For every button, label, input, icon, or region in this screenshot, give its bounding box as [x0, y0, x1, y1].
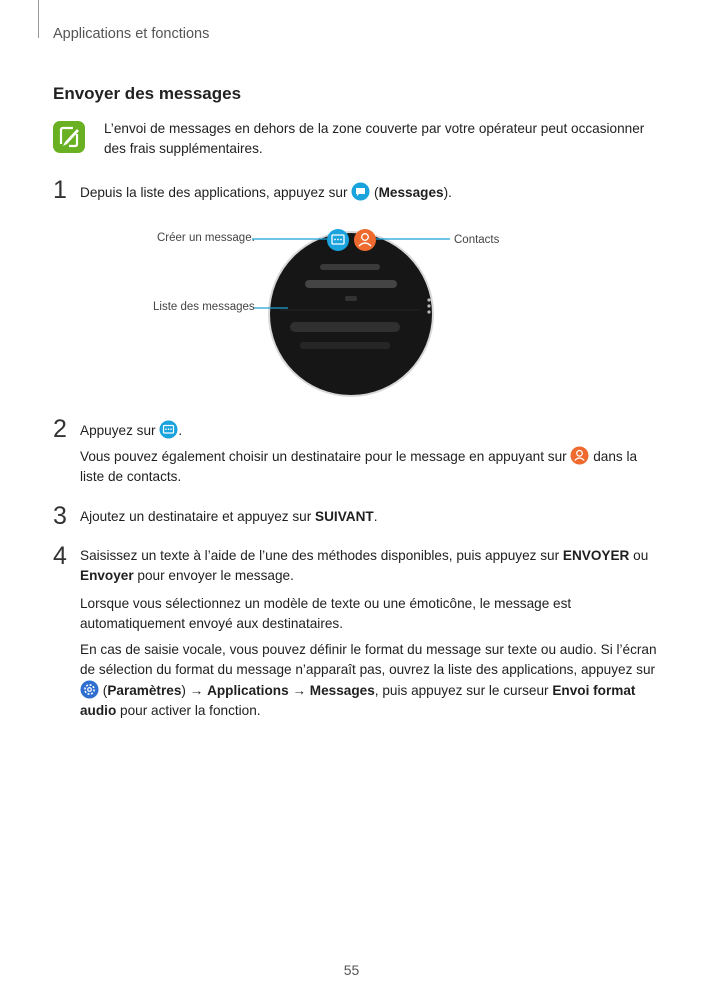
step-number: 4	[53, 542, 67, 570]
step-text-segment: .	[373, 509, 378, 524]
step-text-segment: En cas de saisie vocale, vous pouvez définir le format du message sur texte ou audio. Si l’écran de sélection du format du message n’apparaît pas, ouvrez la liste des applications, appuyez sur	[80, 642, 657, 677]
applications-label: Applications	[207, 683, 289, 698]
step-text-segment: Saisissez un texte à l’aide de l’une des méthodes disponibles, puis appuyez sur	[80, 548, 563, 563]
watch-screen	[270, 233, 432, 395]
step-4-template-note: Lorsque vous sélectionnez un modèle de texte ou une émoticône, le message est automatiquement envoyé aux destinataires.	[80, 596, 572, 631]
step-text-segment: Ajoutez un destinataire et appuyez sur	[80, 509, 316, 524]
step-text-segment: (	[102, 683, 108, 698]
suivant-label: SUIVANT	[315, 509, 374, 524]
step-text-segment: ou	[629, 548, 649, 563]
step-text-segment: pour envoyer le message.	[133, 568, 294, 583]
step-text-segment: Appuyez sur	[80, 423, 156, 438]
page-number: 55	[343, 962, 360, 978]
parametres-label: Paramètres	[107, 683, 182, 698]
step-3-text	[80, 507, 660, 527]
step-2-text	[80, 420, 660, 441]
step-text-segment: .	[178, 423, 183, 438]
step-text-segment: pour activer la fonction.	[116, 703, 261, 718]
step-text-segment: Depuis la liste des applications, appuyez sur	[80, 185, 348, 200]
step-number: 3	[53, 502, 67, 530]
step-4-text	[80, 546, 660, 586]
step-text-segment: ).	[443, 185, 452, 200]
envoyer-caps-label: ENVOYER	[562, 548, 630, 563]
callout-contacts: Contacts	[454, 234, 500, 246]
note-text: L’envoi de messages en dehors de la zone couverte par votre opérateur peut occasionner des frais supplémentaires.	[104, 121, 645, 156]
step-number: 1	[53, 176, 67, 204]
page-title: Envoyer des messages	[53, 84, 242, 103]
step-4-voice-note	[80, 640, 660, 721]
messages-app-icon	[351, 182, 370, 201]
messages-path-label: Messages	[309, 683, 375, 698]
note-pencil-icon	[52, 120, 86, 154]
step-text-segment: (	[370, 185, 379, 200]
envoi-format-audio-label: Envoi format audio	[80, 683, 636, 718]
section-header: Applications et fonctions	[53, 26, 210, 42]
compose-icon[interactable]	[327, 229, 349, 251]
step-1-text	[80, 182, 660, 203]
messages-label: Messages	[378, 185, 444, 200]
more-options-icon[interactable]	[427, 298, 430, 301]
header-rule	[38, 0, 39, 38]
contacts-icon[interactable]	[354, 229, 376, 251]
step-text-segment: Vous pouvez également choisir un destinataire pour le message en appuyant sur	[80, 449, 567, 464]
step-text-segment: , puis appuyez sur le curseur	[374, 683, 553, 698]
step-text-segment: →	[288, 683, 310, 698]
envoyer-label: Envoyer	[80, 568, 134, 583]
callout-message-list: Liste des messages	[153, 301, 255, 313]
callout-compose: Créer un message.	[157, 232, 255, 244]
contacts-icon	[570, 446, 589, 465]
step-text-segment: ) →	[181, 683, 208, 698]
compose-icon	[159, 420, 178, 439]
step-2-detail	[80, 446, 660, 487]
step-number: 2	[53, 415, 67, 443]
settings-gear-icon	[80, 680, 99, 699]
step-text-segment: dans la liste de contacts.	[80, 449, 638, 484]
